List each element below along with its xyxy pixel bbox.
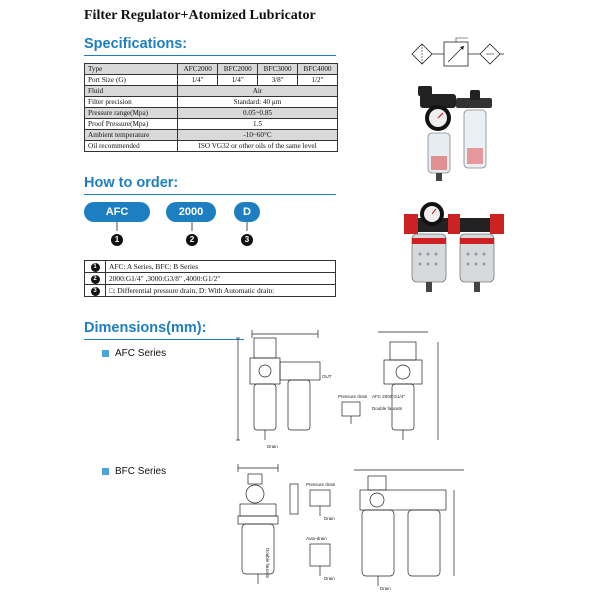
order-notes-table [84, 260, 336, 297]
table-row [85, 75, 338, 86]
table-cell: Standard: 40 μm [178, 97, 338, 108]
afc-drain-label: Drain [267, 444, 278, 449]
product-photo-afc [400, 78, 510, 188]
row-label: Ambient temperature [85, 130, 178, 141]
table-row [85, 285, 336, 297]
dimensions-rule [84, 339, 244, 340]
bfc-dimension-drawing [228, 462, 468, 594]
table-cell: 1/4" [178, 75, 218, 86]
bfc-series-label [102, 466, 166, 477]
bfc-drain-label-1: Drain [324, 516, 335, 521]
row-label: Port Size (G) [85, 75, 178, 86]
table-row [85, 97, 338, 108]
bfc-drain-label-2: Drain [324, 576, 335, 581]
table-row [85, 108, 338, 119]
table-cell: ISO VG32 or other oils of the same level [178, 141, 338, 152]
bfc-auto-drain-label: Auto-drain [306, 536, 327, 541]
table-row [85, 130, 338, 141]
table-cell: 1.5 [178, 119, 338, 130]
specifications-rule [84, 55, 336, 56]
table-row [85, 119, 338, 130]
table-header-cell: BFC2000 [218, 64, 258, 75]
row-label: Fluid [85, 86, 178, 97]
afc-out-label: OUT [322, 374, 332, 379]
table-cell: 3/8" [258, 75, 298, 86]
table-row [85, 86, 338, 97]
pneumatic-symbol-icon [410, 36, 506, 72]
afc-pressure-drain-label: Pressure drain [338, 394, 368, 399]
order-number-2: 2 [186, 234, 198, 246]
page-title: Filter Regulator+Atomized Lubricator [84, 8, 316, 23]
table-cell: 1/2" [298, 75, 338, 86]
order-code-series: AFC [84, 202, 150, 222]
afc-dimension-drawing [232, 328, 450, 458]
series-marker-icon [102, 468, 109, 475]
table-cell: 0.05~0.85 [178, 108, 338, 119]
table-header-cell: BFC3000 [258, 64, 298, 75]
table-row [85, 141, 338, 152]
note-number: 1 [91, 263, 100, 272]
note-text: AFC: A Series, BFC: B Series [106, 261, 336, 273]
product-photo-bfc [400, 192, 510, 302]
afc-series-text: AFC Series [115, 348, 167, 359]
table-cell: 1/4" [218, 75, 258, 86]
afc-series-label [102, 348, 166, 359]
table-header-cell: BFC4000 [298, 64, 338, 75]
how-to-order-heading: How to order: [84, 175, 179, 191]
table-header-row [85, 64, 338, 75]
specifications-heading: Specifications: [84, 36, 188, 52]
dimensions-heading: Dimensions(mm): [84, 320, 207, 336]
table-row [85, 261, 336, 273]
note-number: 3 [91, 287, 100, 296]
table-header-cell: AFC2000 [178, 64, 218, 75]
specifications-table [84, 63, 338, 152]
afc-double-faucets-label: Double faucets [372, 406, 403, 411]
note-text: □: Differential pressure drain, D: With Automatic drain: [106, 285, 336, 297]
series-marker-icon [102, 350, 109, 357]
row-label: Oil recommended [85, 141, 178, 152]
row-label: Filter precision [85, 97, 178, 108]
bfc-pressure-drain-label: Pressure drain [306, 482, 336, 487]
order-number-3: 3 [241, 234, 253, 246]
order-code-size: 2000 [166, 202, 216, 222]
table-cell: Air [178, 86, 338, 97]
order-code-drain: D [234, 202, 260, 222]
note-number: 2 [91, 275, 100, 284]
table-row [85, 273, 336, 285]
bfc-drain-label-3: Drain [380, 586, 391, 591]
table-header-cell: Type [85, 64, 178, 75]
afc-g14-label: AFC 2000:G1/4" [372, 394, 405, 399]
table-cell: -10~60°C [178, 130, 338, 141]
bfc-double-faucets-label: Double faucets [265, 548, 270, 579]
row-label: Proof Pressure(Mpa) [85, 119, 178, 130]
order-number-1: 1 [111, 234, 123, 246]
bfc-series-text: BFC Series [115, 466, 167, 477]
how-to-order-rule [84, 194, 336, 195]
row-label: Pressure range(Mpa) [85, 108, 178, 119]
note-text: 2000:G1/4" ,3000:G3/8" ,4000:G1/2" [106, 273, 336, 285]
